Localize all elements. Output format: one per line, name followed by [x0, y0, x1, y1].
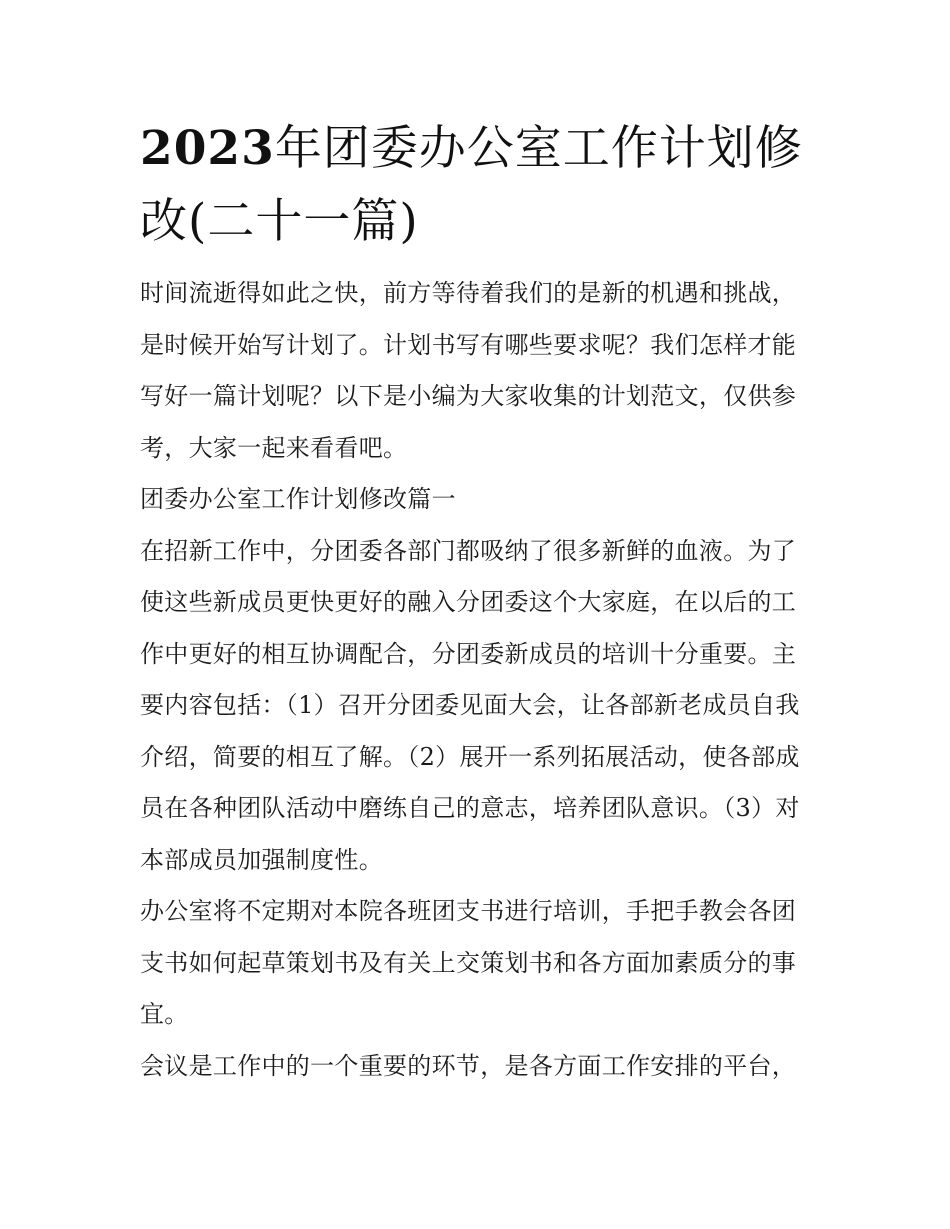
body-paragraph: 会议是工作中的一个重要的环节，是各方面工作安排的平台，: [140, 1051, 797, 1080]
body-paragraph: 在招新工作中，分团委各部门都吸纳了很多新鲜的血液。为了使这些新成员更快更好的融入分团委这个大家庭，在以后的工作中更好的相互协调配合，分团委新成员的培训十分重要。主要内容包括：（1）召开分团委见面大会，让各部新老成员自我介绍，简要的相互了解。（2）展开一系列拓展活动，使各部成员在各种团队活动中磨练自己的意志，培养团队意识。（3）对本部成员加强制度性。: [140, 536, 800, 874]
section-heading: 团委办公室工作计划修改篇一: [140, 485, 456, 513]
title-year: 2023: [140, 121, 275, 176]
document-body: [140, 268, 820, 1092]
document-page: [140, 112, 820, 1092]
body-paragraph: 办公室将不定期对本院各班团支书进行培训，手把手教会各团支书如何起草策划书及有关上交策划书和各方面加素质分的事宜。: [140, 897, 797, 1028]
document-title: [140, 112, 820, 258]
title-text: 年团委办公室工作计划修改(二十一篇): [140, 121, 803, 249]
intro-paragraph: 时间流逝得如此之快，前方等待着我们的是新的机遇和挑战，是时候开始写计划了。计划书写有哪些要求呢？我们怎样才能写好一篇计划呢？以下是小编为大家收集的计划范文，仅供参考，大家一起来看看吧。: [140, 279, 797, 462]
